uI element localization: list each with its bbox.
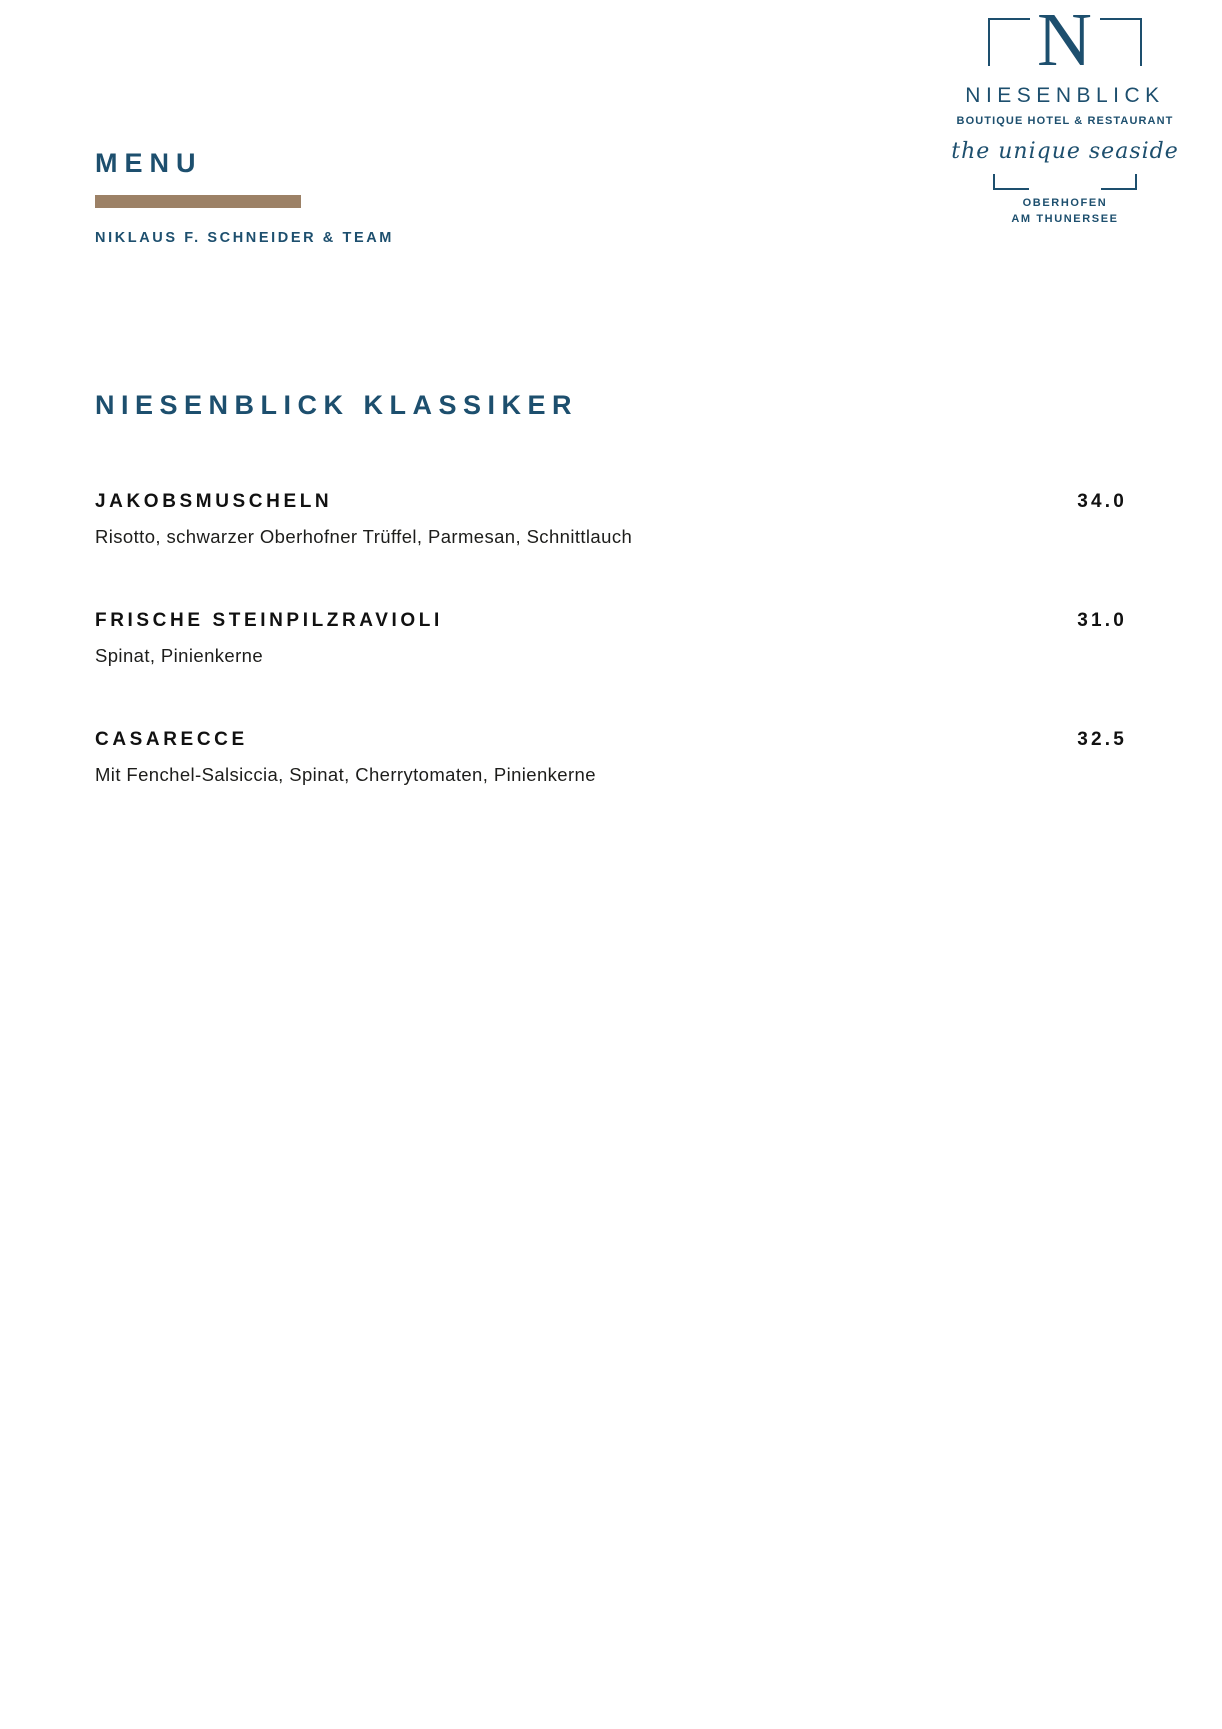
menu-section-klassiker — [95, 390, 1127, 848]
menu-item-description: Risotto, schwarzer Oberhofner Trüffel, Parmesan, Schnittlauch — [95, 526, 633, 547]
menu-item — [95, 491, 1127, 548]
bracket-bottom-group-icon — [985, 174, 1145, 190]
niesenblick-logo — [930, 0, 1200, 228]
menu-item-price: 32.5 — [1077, 729, 1127, 750]
title-underline-rule — [95, 195, 301, 208]
menu-item-name: FRISCHE STEINPILZRAVIOLI — [95, 610, 443, 631]
menu-item — [95, 610, 1127, 667]
menu-item-row — [95, 610, 1127, 632]
monogram-letter: N — [1037, 0, 1093, 82]
logo-tagline: the unique seaside — [951, 139, 1179, 164]
logo-subtitle: BOUTIQUE HOTEL & RESTAURANT — [956, 115, 1174, 127]
logo-location-line1: OBERHOFEN — [1022, 197, 1108, 209]
logo-location — [930, 196, 1200, 228]
menu-item-name: CASARECCE — [95, 729, 248, 750]
logo-monogram-mark — [970, 0, 1160, 88]
bracket-bottom-left-icon — [993, 174, 1029, 190]
bracket-bottom-right-icon — [1101, 174, 1137, 190]
logo-name: NIESENBLICK — [965, 84, 1165, 107]
byline: NIKLAUS F. SCHNEIDER & TEAM — [95, 230, 394, 246]
menu-item-name: JAKOBSMUSCHELN — [95, 491, 333, 512]
menu-item-row — [95, 729, 1127, 751]
menu-item-price: 34.0 — [1077, 491, 1127, 512]
section-title: NIESENBLICK KLASSIKER — [95, 390, 579, 420]
menu-item-price: 31.0 — [1077, 610, 1127, 631]
menu-item-description: Mit Fenchel-Salsiccia, Spinat, Cherrytomaten, Pinienkerne — [95, 764, 596, 785]
page-title: MENU — [95, 148, 203, 178]
menu-item-description: Spinat, Pinienkerne — [95, 645, 264, 666]
menu-item — [95, 729, 1127, 786]
menu-item-row — [95, 491, 1127, 513]
logo-location-line2: AM THUNERSEE — [1011, 212, 1119, 225]
